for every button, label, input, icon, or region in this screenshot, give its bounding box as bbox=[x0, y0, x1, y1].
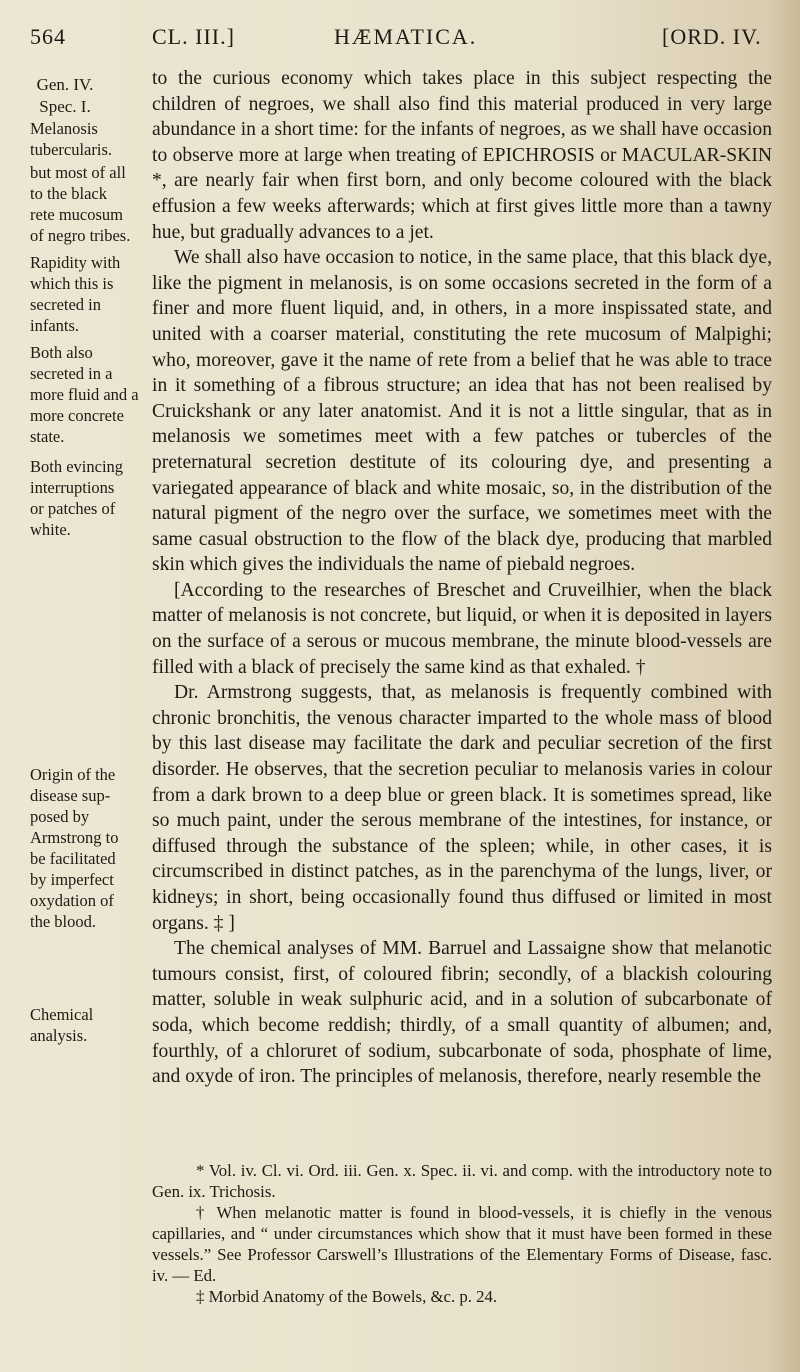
header-title: HÆMATICA. bbox=[334, 24, 478, 49]
margin-note: Rapidity with which this is secreted in infants. bbox=[30, 253, 121, 335]
running-header bbox=[0, 22, 800, 62]
page-number: 564 bbox=[30, 24, 66, 49]
paragraph: The chemical analyses of MM. Barruel and Lassaigne show that melanotic tumours consist, first, of coloured fibrin; secondly, of a blackish colouring matter, soluble in weak sulphuric acid, and in a solution of subcarbonate of soda, which become reddish; thirdly, of a small quantity of albumen; and, fourthly, of a chloruret of sodium, subcarbonate of soda, phosphate of lime, and oxyde of iron. The principles of melanosis, therefore, nearly resemble the bbox=[152, 938, 772, 1088]
paragraph: to the curious economy which takes place in this subject respecting the children of negroes, we shall also find this material produced in very large abundance in a short time: for the infants of negroes, as we shall have occasion to observe more at large when treating of EPICHROSIS or MACULAR-SKIN *, are nearly fair when first born, and only become coloured with the black effusion a few weeks afterwards; which at first gives little more than a tawny hue, but gradually advances to a jet. bbox=[152, 68, 772, 243]
margin-genus: Gen. IV. bbox=[36, 75, 94, 94]
main-text bbox=[152, 66, 772, 1090]
footnote: † When melanotic matter is found in blood-vessels, it is chiefly in the venous capillaries, and “ under circumstances which show that it must have been formed in these vessels.” See Professor Carswell’s Illustrations of the Elementary Forms of Disease, fasc. iv. — Ed. bbox=[152, 1203, 772, 1285]
footnote: ‡ Morbid Anatomy of the Bowels, &c. p. 24. bbox=[196, 1287, 498, 1306]
margin-note: but most of all to the black rete mucosum of negro tribes. bbox=[30, 163, 131, 245]
header-class: CL. III.] bbox=[152, 24, 235, 49]
footnote: * Vol. iv. Cl. vi. Ord. iii. Gen. x. Spec. ii. vi. and comp. with the introductory note to Gen. ix. Trichosis. bbox=[152, 1161, 772, 1201]
margin-species: Spec. I. bbox=[39, 97, 91, 116]
margin-note: Both evincing interruptions or patches of white. bbox=[30, 457, 124, 539]
footnotes bbox=[152, 1160, 772, 1307]
margin-note: Both also secreted in a more fluid and a more concrete state. bbox=[30, 343, 139, 446]
margin-note: Origin of the disease sup- posed by Armstrong to be facilitated by imperfect oxydation of the blood. bbox=[30, 765, 119, 931]
margin-species-name: Melanosis tubercularis. bbox=[30, 119, 113, 159]
paragraph: [According to the researches of Breschet and Cruveilhier, when the black matter of melanosis is not concrete, but liquid, or when it is deposited in layers on the surface of a serous or mucous membrane, the minute blood-vessels are filled with a black of precisely the same kind as that exhaled. † bbox=[152, 579, 772, 678]
header-order: [ORD. IV. bbox=[662, 24, 762, 49]
paragraph: We shall also have occasion to notice, in the same place, that this black dye, like the pigment in melanosis, is on some occasions secreted in the form of a finer and more fluent liquid, and, in others, in a more inspissated state, and united with a coarser material, constituting the rete mucosum of Malpighi; who, moreover, gave it the name of rete from a belief that he was able to trace in it something of a fibrous structure; an idea that has not been realised by Cruickshank or any later anatomist. And it is not a little singular, that as in melanosis we sometimes meet with a few patches or tubercles of the preternatural secretion destitute of its colouring dye, and presenting a variegated appearance of black and white mosaic, so, in the distribution of the natural pigment of the negro over the surface, we sometimes meet with the same casual obstruction to the flow of the black dye, producing that marbled skin which gives the individuals the name of piebald negroes. bbox=[152, 247, 772, 576]
paragraph: Dr. Armstrong suggests, that, as melanosis is frequently combined with chronic bronchitis, the venous character imparted to the whole mass of blood by this last disease may facilitate the dark and peculiar secretion of the first disorder. He observes, that the secretion peculiar to melanosis varies in colour from a dark brown to a deep blue or green black. It is sometimes spread, like so much paint, under the serous membrane of the intestines, for instance, or diffused through the substance of the spleen; while, in other cases, it is circumscribed in distinct patches, as in the parenchyma of the lungs, liver, or kidneys; in short, being occasionally found thus diffused or limited in most organs. ‡ ] bbox=[152, 682, 772, 934]
margin-note: Chemical analysis. bbox=[30, 1005, 94, 1045]
